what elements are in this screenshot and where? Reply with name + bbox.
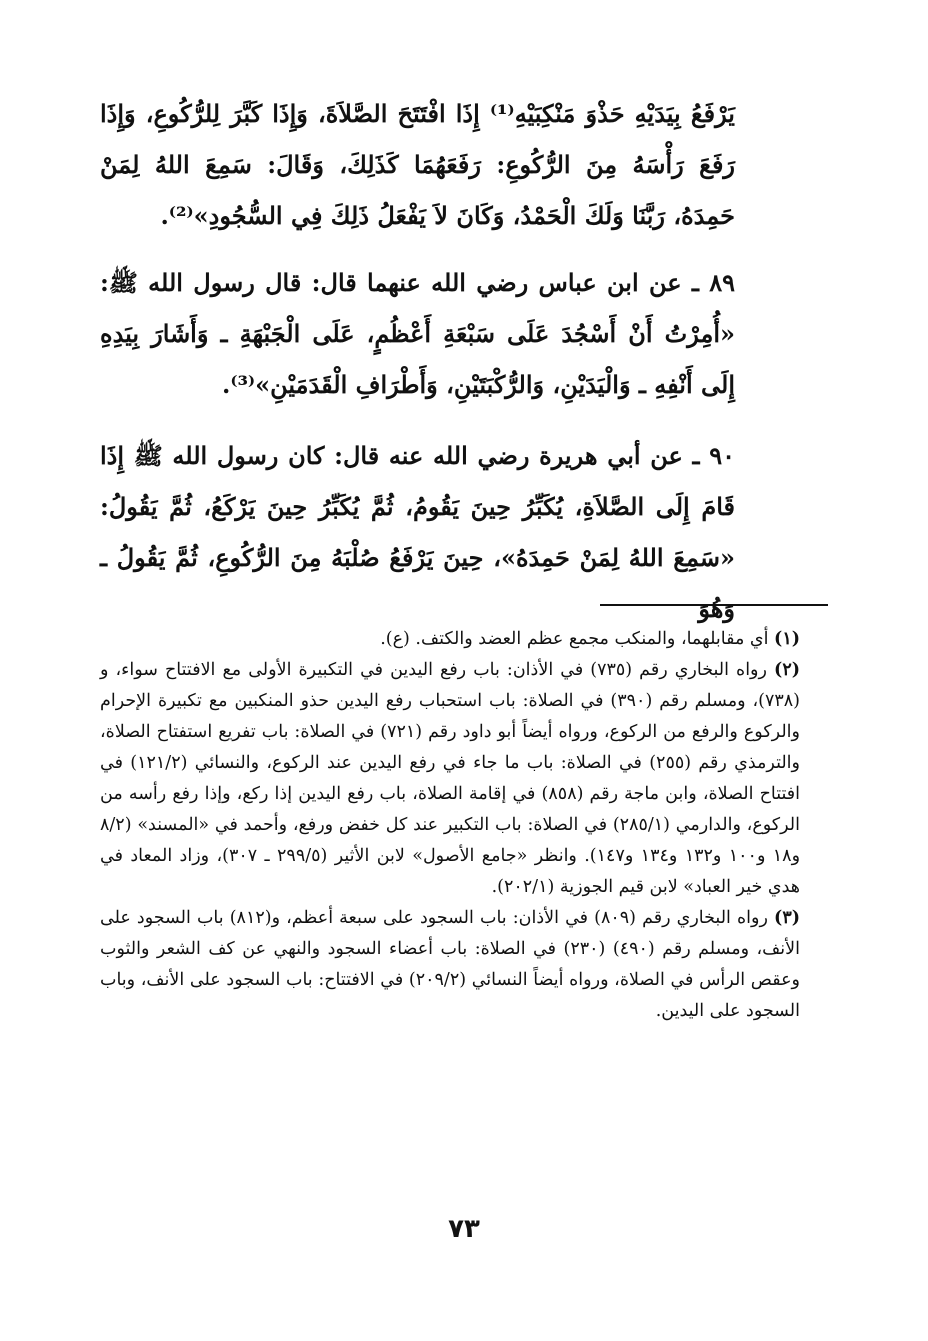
footnotes [100,624,800,1027]
page-number: ٧٣ [448,1214,480,1244]
footnote-marker: (٢) [774,660,800,680]
footnote-3 [100,903,800,1027]
footnote-text: رواه البخاري رقم (٧٣٥) في الأذان: باب رفع اليدين في التكبيرة الأولى مع الافتتاح سواء، و (٧٣٨)، ومسلم رقم (٣٩٠) في الصلاة: باب استحباب رفع اليدين حذو المنكبين مع تكبيرة الإحرام والركوع والرفع من الركوع، ورواه أيضاً أبو داود رقم (٧٢١) في الصلاة: باب تفريع استفتاح الصلاة، والترمذي رقم (٢٥٥) في الصلاة: باب ما جاء في رفع اليدين عند الركوع، والنسائي (١٢١/٢) في افتتاح الصلاة، وابن ماجة رقم (٨٥٨) في إقامة الصلاة، باب رفع اليدين إذا ركع، وإذا رفع رأسه من الركوع، والدارمي (٢٨٥/١) في الصلاة: باب التكبير عند كل خفض ورفع، وأحمد في «المسند» (٨/٢ و١٨ و١٠٠ و١٣٢ و١٣٤ و١٤٧). وانظر «جامع الأصول» لابن الأثير (٢٩٩/٥ ـ ٣٠٧)، وزاد المعاد في هدي خير العباد» لابن قيم الجوزية (٢٠٢/١). [100,660,801,897]
footnote-text: أي مقابلهما، والمنكب مجمع عظم العضد والكتف. (ع). [380,629,769,649]
hadith-continuation-paragraph [100,88,735,241]
hadith-number: ٩٠ ـ [692,441,736,470]
hadith-89-paragraph [100,257,735,410]
paragraph-text: يَرْفَعُ بِيَدَيْهِ حَذْوَ مَنْكِبَيْهِ⁽¹⁾ إِذَا افْتَتَحَ الصَّلاَةَ، وَإِذَا كَبَّرَ لِلرُّكُوعِ، وَإِذَا رَفَعَ رَأْسَهُ مِنَ الرُّكُوعِ: رَفَعَهُمَا كَذَلِكَ، وَقَالَ: سَمِعَ اللهُ لِمَنْ حَمِدَهُ، رَبَّنَا وَلَكَ الْحَمْدُ، وَكَانَ لاَ يَفْعَلُ ذَلِكَ فِي السُّجُودِ»⁽²⁾. [100,99,735,230]
footnote-2 [100,655,800,903]
footnote-text: رواه البخاري رقم (٨٠٩) في الأذان: باب السجود على سبعة أعظم، و(٨١٢) باب السجود على الأنف، ومسلم رقم (٤٩٠) (٢٣٠) في الصلاة: باب أعضاء السجود والنهي عن كف الشعر والثوب وعقص الرأس في الصلاة، ورواه أيضاً النسائي (٢٠٩/٢) في الافتتاح: باب السجود على الأنف، وباب السجود على اليدين. [100,908,800,1021]
footnote-marker: (١) [774,629,800,649]
footnote-1 [100,624,800,655]
paragraph-text: عن أبي هريرة رضي الله عنه قال: كان رسول الله ﷺ إِذَا قَامَ إِلَى الصَّلاَةِ، يُكَبِّرُ حِينَ يَقُومُ، ثُمَّ يُكَبِّرُ حِينَ يَرْكَعُ، ثُمَّ يَقُولُ: «سَمِعَ اللهُ لِمَنْ حَمِدَهُ»، حِينَ يَرْفَعُ صُلْبَهُ مِنَ الرُّكُوعِ، ثُمَّ يَقُولُ ـ وَهُوَ [100,441,735,623]
paragraph-text: عن ابن عباس رضي الله عنهما قال: قال رسول الله ﷺ: «أُمِرْتُ أَنْ أَسْجُدَ عَلَى سَبْعَةِ أَعْظُمٍ، عَلَى الْجَبْهَةِ ـ وَأَشَارَ بِيَدِهِ إِلَى أَنْفِهِ ـ وَالْيَدَيْنِ، وَالرُّكْبَتَيْنِ، وَأَطْرَافِ الْقَدَمَيْنِ»⁽³⁾. [100,268,736,399]
footnote-divider [600,604,828,606]
footnote-marker: (٣) [774,908,800,928]
main-text [100,88,735,654]
hadith-number: ٨٩ ـ [691,268,735,297]
